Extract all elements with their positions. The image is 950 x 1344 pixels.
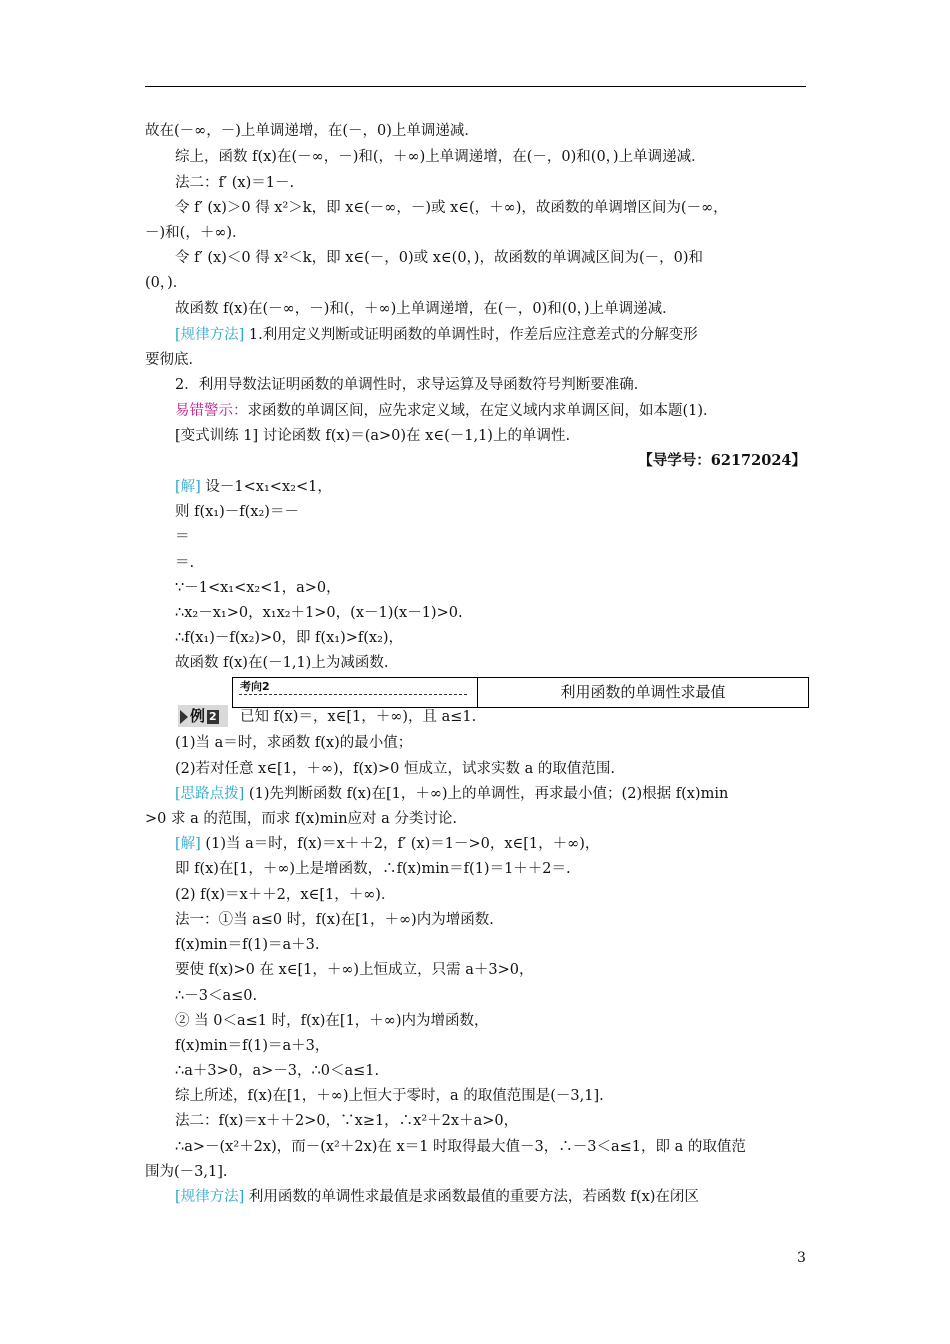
rule-method-label: [规律方法] xyxy=(175,327,245,343)
text-line: [变式训练 1] 讨论函数 f(x)＝(a>0)在 x∈(－1,1)上的单调性. xyxy=(175,428,571,444)
text-line: 故函数 f(x)在(－1,1)上为减函数. xyxy=(175,655,389,671)
text-line: 要使 f(x)>0 在 x∈[1，＋∞)上恒成立，只需 a＋3>0， xyxy=(175,962,534,978)
text-line: 令 f′ (x)＞0 得 x²＞k，即 x∈(－∞，－)或 x∈(，＋∞)，故函数的单调增区间为(－∞， xyxy=(175,200,728,216)
text-line: 法二：f(x)＝x＋＋2>0，∵x≥1，∴x²＋2x＋a>0， xyxy=(175,1113,519,1129)
text-line: 综上，函数 f(x)在(－∞，－)和(，＋∞)上单调递增，在(－，0)和(0，)上单调递减． xyxy=(175,149,706,165)
header-rule xyxy=(145,86,806,87)
solution-label: [解] xyxy=(175,836,201,852)
guide-number: 【导学号：62172024】 xyxy=(638,452,806,469)
text-line: [解] 设－1<x₁<x₂<1， xyxy=(175,479,332,495)
text-line: ＝. xyxy=(175,555,195,571)
text-line: (2)若对任意 x∈[1，＋∞)，f(x)>0 恒成立，试求实数 a 的取值范围. xyxy=(175,761,615,777)
text-line: [解] (1)当 a＝时，f(x)＝x＋＋2，f′ (x)＝1－>0，x∈[1，＋∞)， xyxy=(175,836,600,852)
text-line: 故函数 f(x)在(－∞，－)和(，＋∞)上单调递增，在(－，0)和(0，)上单调递减． xyxy=(175,301,677,317)
page-number: 3 xyxy=(797,1250,806,1266)
text-line: (0，)． xyxy=(145,275,188,291)
text-line: (1)当 a＝时，求函数 f(x)的最小值； xyxy=(175,735,413,751)
example-badge: 例 2 xyxy=(178,705,228,727)
text-line: 故在(－∞，－)上单调递增，在(－，0)上单调递减． xyxy=(145,123,479,139)
text-line: 令 f′ (x)＜0 得 x²＜k，即 x∈(－，0)或 x∈(0，)，故函数的单调减区间为(－，0)和 xyxy=(175,250,703,266)
text-line: ∵－1<x₁<x₂<1，a>0， xyxy=(175,580,341,596)
text-line: 2．利用导数法证明函数的单调性时，求导运算及导函数符号判断要准确． xyxy=(175,377,649,393)
text-line: ∴a＋3>0，a>－3，∴0＜a≤1. xyxy=(175,1063,380,1079)
text-line: 已知 f(x)＝，x∈[1，＋∞)，且 a≤1. xyxy=(240,709,477,725)
text-line: [规律方法] 利用函数的单调性求最值是求函数最值的重要方法，若函数 f(x)在闭区 xyxy=(175,1189,699,1205)
text-line: 围为(－3,1]. xyxy=(145,1164,228,1180)
text-line: 法二：f′ (x)＝1－. xyxy=(175,175,295,191)
text-line: ＝ xyxy=(175,529,190,545)
text-line: 则 f(x₁)－f(x₂)＝－ xyxy=(175,504,299,520)
text-line: ∴－3＜a≤0. xyxy=(175,988,258,1004)
kaoxiang-tag: 考向2 xyxy=(240,680,270,693)
kaoxiang-dash xyxy=(239,694,467,695)
text-line: 法一：①当 a≤0 时，f(x)在[1，＋∞)内为增函数. xyxy=(175,912,494,928)
text-line: [思路点拨] (1)先判断函数 f(x)在[1，＋∞)上的单调性，再求最小值；(2)根据 f(x)min xyxy=(175,786,729,802)
text-line: (2) f(x)＝x＋＋2，x∈[1，＋∞)． xyxy=(175,887,396,903)
text-line: ∴a>－(x²＋2x)，而－(x²＋2x)在 x＝1 时取得最大值－3，∴－3＜a≤1，即 a 的取值范 xyxy=(175,1139,746,1155)
text-line: ∴x₂－x₁>0，x₁x₂＋1>0，(x－1)(x－1)>0. xyxy=(175,605,463,621)
text-line: >0 求 a 的范围，而求 f(x)min应对 a 分类讨论. xyxy=(145,811,458,827)
text-line: 综上所述，f(x)在[1，＋∞)上恒大于零时，a 的取值范围是(－3,1]. xyxy=(175,1088,604,1104)
rule-method-label: [规律方法] xyxy=(175,1189,245,1205)
text-line: 即 f(x)在[1，＋∞)上是增函数，∴f(x)min＝f(1)＝1＋＋2＝. xyxy=(175,861,571,877)
text-line: 易错警示：求函数的单调区间，应先求定义域，在定义域内求单调区间，如本题(1)． xyxy=(175,403,718,419)
text-line: ② 当 0＜a≤1 时，f(x)在[1，＋∞)内为增函数， xyxy=(175,1013,489,1029)
text-line: f(x)min＝f(1)＝a＋3. xyxy=(175,937,320,953)
text-line: [规律方法] 1.利用定义判断或证明函数的单调性时，作差后应注意差式的分解变形 xyxy=(175,327,698,343)
warning-label: 易错警示： xyxy=(175,403,248,419)
kaoxiang-title: 利用函数的单调性求最值 xyxy=(560,683,726,701)
text-line: ∴f(x₁)－f(x₂)>0，即 f(x₁)>f(x₂)， xyxy=(175,630,404,646)
solution-label: [解] xyxy=(175,479,201,495)
hint-label: [思路点拨] xyxy=(175,786,245,802)
text-line: f(x)min＝f(1)＝a＋3， xyxy=(175,1038,330,1054)
text-line: 要彻底． xyxy=(145,352,203,368)
text-line: －)和(，＋∞)． xyxy=(145,225,247,241)
